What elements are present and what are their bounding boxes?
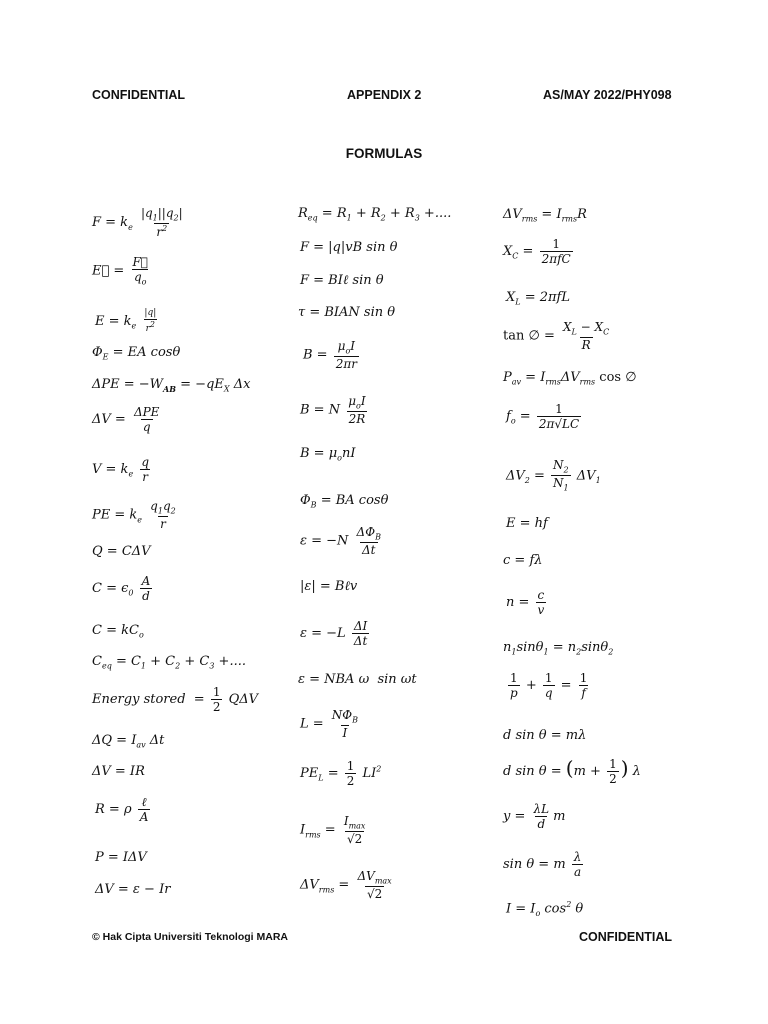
formula-field-point-charge: $E = k_e$ $\frac{|q|}{r^2}$ xyxy=(95,308,157,334)
formula-dark-fringe: d sin θ = (m + $\frac{1}{2}$ ) λ xyxy=(503,756,641,786)
formula-inductive-reactance: $X_L = 2\pi fL$ xyxy=(506,290,570,307)
formula-potential-difference: ΔV = $\frac{\text{ΔPE}}{q}$ xyxy=(92,405,160,434)
formula-inductance: L = $\frac{N\Phi_B}{I}$ xyxy=(300,708,359,741)
formula-thin-lens: $\frac{1}{p}$ + $\frac{1}{q}$ = $\frac{1}{f}$ xyxy=(510,671,588,700)
formula-magnetic-force-wire: F = BIℓ sin θ xyxy=(300,273,384,288)
formula-rms-voltage-resistor: $\Delta V_{rms} = I_{rms}R$ xyxy=(503,207,587,224)
formula-phase-angle: tan ∅ = $\frac{X_L - X_C}{R}$ xyxy=(503,320,610,353)
header-appendix: APPENDIX 2 xyxy=(347,88,422,102)
header-course-code: AS/MAY 2022/PHY098 xyxy=(543,88,672,102)
formula-resonant-frequency: $f_o$ = $\frac{1}{2\pi√LC}$ xyxy=(506,402,580,431)
formula-magnetic-force-charge: F = |q|vB sin θ xyxy=(300,240,398,255)
formula-field-long-wire: B = $\frac{\mu_oI}{2\pi r}$ xyxy=(303,339,357,372)
formula-field-loop: B = N $\frac{\mu_oI}{2R}$ xyxy=(300,394,366,427)
formula-malus-law: $I = I_o$ $\cos^2 \theta$ xyxy=(506,900,584,918)
formula-average-power: $P_{av} = I_{rms}\Delta V_{rms}$ cos ∅ xyxy=(503,370,637,387)
formula-rms-current: $I_{rms}$ = $\frac{I_{max}}{√2}$ xyxy=(300,814,366,847)
formula-motional-emf: |ε| = Bℓv xyxy=(300,579,358,594)
formula-transformer: $\Delta V_2$ = $\frac{N_2}{N_1}$ $\Delta V_1$ xyxy=(506,458,601,493)
formula-wave-speed: c = fλ xyxy=(503,553,543,568)
formula-fringe-position: y = $\frac{\lambda L}{d}$ m xyxy=(503,802,566,831)
formula-capacitance: $C = \epsilon_0$ $\frac{A}{d}$ xyxy=(92,574,151,603)
formula-rms-voltage: $\Delta V_{rms}$ = $\frac{\Delta V_{max}}{√2}$ xyxy=(300,869,392,902)
formula-charge: Q = CΔV xyxy=(92,544,151,559)
formula-electric-pe: PE = $k_e$ $\frac{q_1q_2}{r}$ xyxy=(92,499,176,532)
formula-torque: τ = BIAN sin θ xyxy=(298,305,396,320)
formula-snells-law: $n_1\sin\theta_1 = n_2\sin\theta_2$ xyxy=(503,640,614,657)
formula-series-resistance: $R_{eq} = R_1 + R_2 + R_3$ +.... xyxy=(298,206,452,223)
formula-inductor-energy: $PE_L$ = $\frac{1}{2}$ $LI^2$ xyxy=(300,759,382,788)
formula-field-solenoid: $B = \mu_onI$ xyxy=(300,446,356,463)
formula-faraday-law: ε = −N $\frac{\Delta\Phi_B}{\Delta t}$ xyxy=(300,525,381,558)
formula-electric-flux: $\Phi_E$ = EA cosθ xyxy=(92,345,181,362)
formula-photon-energy: E = hf xyxy=(506,516,548,531)
formula-bright-fringe: d sin θ = mλ xyxy=(503,728,587,743)
formula-parallel-capacitance: $C_{eq} = C_1 + C_2 + C_3$ +.... xyxy=(92,654,246,671)
formula-coulomb-force: $F = k_e$ $\frac{|q_1||q_2|}{r^2}$ xyxy=(92,206,183,240)
formula-electric-field: E⃗ = $\frac{F⃗}{q_o}$ xyxy=(92,255,148,287)
formula-single-slit: sin θ = m $\frac{\lambda}{a}$ xyxy=(503,850,582,879)
formula-potential: $V = k_e$ $\frac{q}{r}$ xyxy=(92,455,149,484)
formula-ohms-law: ΔV = IR xyxy=(92,764,145,779)
formula-self-induced-emf: ε = −L $\frac{\Delta I}{\Delta t}$ xyxy=(300,619,368,648)
formula-terminal-voltage: ΔV = ε − Ir xyxy=(95,882,171,897)
formula-capacitive-reactance: $X_C$ = $\frac{1}{\text{2πfC}}$ xyxy=(503,237,571,266)
formula-power: P = IΔV xyxy=(95,850,147,865)
formula-generator-emf: ε = NBA ω sin ωt xyxy=(298,672,417,687)
formula-potential-energy-change: $\Delta PE = -W_{AB} = -qE_X$ Δx xyxy=(92,377,251,394)
formula-charge-current: $\Delta Q = I_{av}$ Δt xyxy=(92,733,165,750)
formula-refractive-index: n = $\frac{c}{v}$ xyxy=(506,588,545,617)
formula-resistance: R = ρ $\frac{\text{ℓ}}{A}$ xyxy=(95,795,149,824)
formula-magnetic-flux: $\Phi_B$ = BA cosθ xyxy=(300,493,389,510)
formula-energy-stored: Energy stored = $\frac{1}{2}$ QΔV xyxy=(92,685,259,714)
footer-copyright: © Hak Cipta Universiti Teknologi MARA xyxy=(92,931,288,943)
formula-dielectric-capacitance: $C = kC_o$ xyxy=(92,623,144,640)
header-confidential: CONFIDENTIAL xyxy=(92,88,186,102)
footer-confidential: CONFIDENTIAL xyxy=(579,930,673,944)
page-title: FORMULAS xyxy=(345,146,423,161)
